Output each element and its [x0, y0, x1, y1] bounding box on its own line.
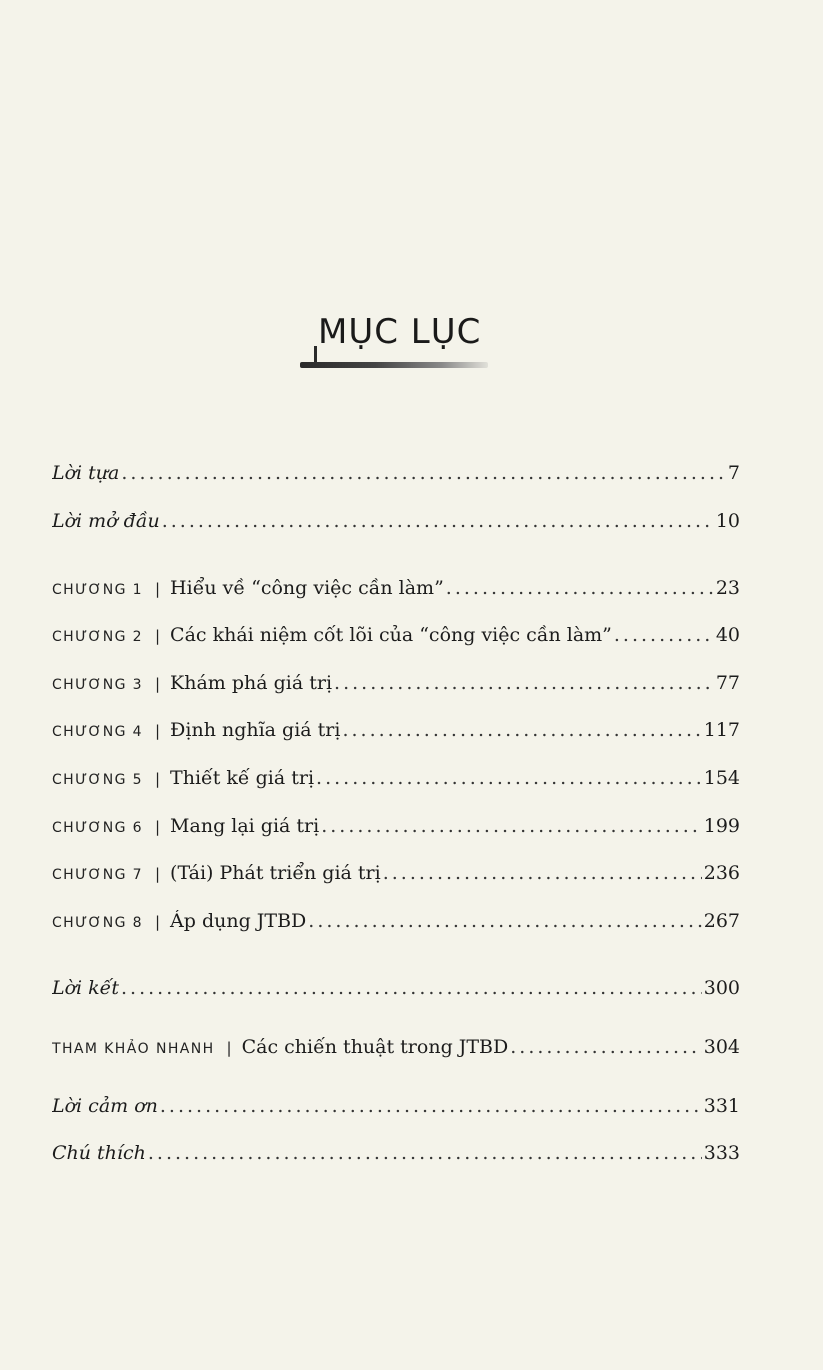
toc-entry-page-number: 333: [703, 1142, 740, 1164]
toc-entry: [52, 1036, 740, 1066]
toc-leader-dots: [614, 624, 714, 646]
toc-entry-title: Chú thích: [52, 1142, 146, 1164]
toc-entry-page-number: 7: [727, 462, 740, 484]
toc-entry-prefix: CHƯƠNG 8: [52, 915, 143, 931]
toc-entry-page-number: 40: [715, 624, 740, 646]
toc-entry-page-number: 10: [715, 510, 740, 532]
toc-entry-prefix: CHƯƠNG 7: [52, 867, 143, 883]
toc-leader-dots: [121, 977, 702, 999]
toc-entry-separator: |: [154, 913, 161, 931]
toc-entry-separator: |: [154, 675, 161, 693]
toc-leader-dots: [342, 719, 701, 741]
toc-entry-title: Các khái niệm cốt lõi của “công việc cần làm”: [170, 624, 612, 646]
toc-entry: [52, 510, 740, 540]
page-title: MỤC LỤC: [318, 312, 482, 352]
toc-entry-prefix: THAM KHẢO NHANH: [52, 1041, 215, 1057]
toc-leader-dots: [148, 1142, 702, 1164]
toc-entry-separator: |: [154, 580, 161, 598]
toc-entry-separator: |: [154, 722, 161, 740]
toc-entry: [52, 1095, 740, 1125]
toc-entry-title: (Tái) Phát triển giá trị: [170, 862, 381, 884]
toc-entry: [52, 462, 740, 492]
toc-entry: [52, 1142, 740, 1172]
toc-entry-title: Thiết kế giá trị: [170, 767, 315, 789]
toc-entry-separator: |: [154, 818, 161, 836]
toc-entry: [52, 910, 740, 940]
toc-leader-dots: [316, 767, 702, 789]
toc-entry: [52, 862, 740, 892]
toc-entry-page-number: 77: [715, 672, 740, 694]
toc-entry-title: Mang lại giá trị: [170, 815, 320, 837]
toc-entry-title: Lời mở đầu: [52, 510, 160, 532]
toc-entry-title: Khám phá giá trị: [170, 672, 333, 694]
heading-underline: [300, 362, 488, 368]
toc-entry: [52, 719, 740, 749]
toc-entry: [52, 977, 740, 1007]
toc-leader-dots: [121, 462, 726, 484]
toc-entry-title: Các chiến thuật trong JTBD: [241, 1036, 509, 1058]
toc-entry-prefix: CHƯƠNG 4: [52, 724, 143, 740]
toc-entry-separator: |: [154, 865, 161, 883]
toc-entry-separator: |: [154, 770, 161, 788]
toc-entry: [52, 767, 740, 797]
toc-entry-page-number: 23: [715, 577, 740, 599]
toc-leader-dots: [160, 1095, 702, 1117]
toc-leader-dots: [334, 672, 714, 694]
toc-entry-page-number: 236: [703, 862, 740, 884]
toc-entry-separator: |: [154, 627, 161, 645]
toc-entry: [52, 815, 740, 845]
toc-leader-dots: [383, 862, 702, 884]
toc-entry-title: Lời kết: [52, 977, 120, 999]
toc-entry: [52, 577, 740, 607]
toc-entry-prefix: CHƯƠNG 6: [52, 820, 143, 836]
toc-entry-page-number: 199: [703, 815, 740, 837]
toc-entry-page-number: 300: [703, 977, 740, 999]
toc-entry-title: Lời cảm ơn: [52, 1095, 158, 1117]
toc-entry-page-number: 117: [703, 719, 740, 741]
toc-entry-title: Hiểu về “công việc cần làm”: [170, 577, 444, 599]
toc-entry-page-number: 154: [703, 767, 740, 789]
toc-entry-title: Lời tựa: [52, 462, 120, 484]
toc-leader-dots: [321, 815, 702, 837]
toc-leader-dots: [308, 910, 701, 932]
toc-entry-page-number: 267: [703, 910, 740, 932]
toc-entry-page-number: 331: [703, 1095, 740, 1117]
toc-leader-dots: [446, 577, 714, 599]
toc-entry-separator: |: [226, 1039, 232, 1057]
toc-entry-page-number: 304: [703, 1036, 740, 1058]
toc-leader-dots: [510, 1036, 701, 1058]
toc-entry: [52, 624, 740, 654]
toc-entry-prefix: CHƯƠNG 3: [52, 677, 143, 693]
toc-entry-title: Áp dụng JTBD: [170, 910, 307, 932]
toc-leader-dots: [162, 510, 714, 532]
toc-entry-prefix: CHƯƠNG 1: [52, 582, 143, 598]
toc-entry-prefix: CHƯƠNG 5: [52, 772, 143, 788]
toc-entry: [52, 672, 740, 702]
toc-entry-prefix: CHƯƠNG 2: [52, 629, 143, 645]
toc-entry-title: Định nghĩa giá trị: [170, 719, 341, 741]
